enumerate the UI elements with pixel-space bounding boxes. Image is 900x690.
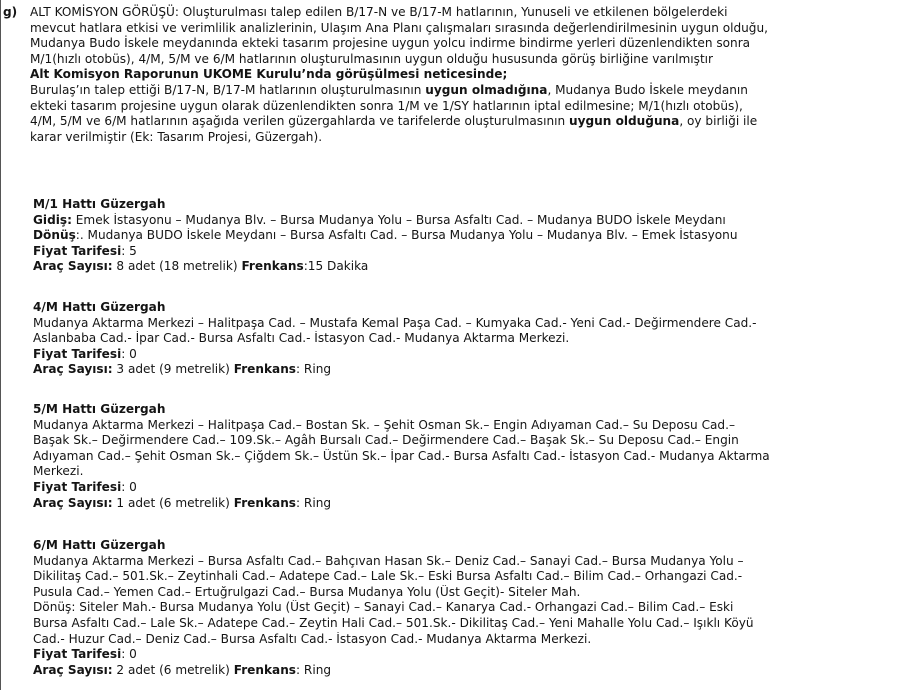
- freq-value: : Ring: [296, 662, 332, 677]
- route-vehicle: [33, 362, 900, 378]
- ukome-heading: [30, 67, 900, 83]
- page-left-edge: [0, 0, 1, 690]
- ukome-text: Burulaş’ın talep ettiği B/17-N, B/17-M hatlarının oluşturulmasının: [30, 82, 426, 97]
- freq-value: :15 Dakika: [303, 259, 369, 274]
- ukome-line: ekteki tasarım projesine uygun olarak düzenlendikten sonra 1/M ve 1/SY hatlarının iptal edilmesine; M/1(hızlı otobüs),: [30, 98, 743, 113]
- route-line: Mudanya Aktarma Merkezi – Halitpaşa Cad. – Mustafa Kemal Paşa Cad. – Kumyaka Cad.- Yeni Cad.- Değirmendere Cad.-: [33, 315, 757, 330]
- route-line: Cad.- Huzur Cad.– Deniz Cad.– Bursa Asfaltı Cad.- İstasyon Cad.- Mudanya Aktarma Merkezi.: [33, 631, 592, 646]
- ukome-line: karar verilmiştir (Ek: Tasarım Projesi, Güzergah).: [30, 129, 323, 144]
- freq-label: Frenkans: [233, 362, 297, 377]
- vehicle-value: 2 adet (6 metrelik): [112, 662, 234, 677]
- route-title: 5/M Hattı Güzergah: [33, 402, 166, 416]
- route-fare: [33, 244, 900, 260]
- alt-komisyon-line: Mudanya Budo İskele meydanında ekteki tasarım projesine uygun yolcu indirme bindirme yerleri düzenlendikten sonra: [30, 36, 751, 51]
- vehicle-label: Araç Sayısı:: [33, 259, 113, 274]
- donus-label: Dönüş: [33, 228, 76, 243]
- route-fare: [33, 480, 900, 496]
- fare-label: Fiyat Tarifesi: [33, 479, 122, 494]
- ukome-bold: uygun olduğuna: [568, 114, 680, 129]
- section-marker: g): [3, 5, 18, 19]
- route-line: Pusula Cad.– Yemen Cad.– Ertuğrulgazi Cad.– Bursa Mudanya Yolu (Üst Geçit)- Siteler Mah.: [33, 584, 581, 599]
- route-title: M/1 Hattı Güzergah: [33, 197, 166, 211]
- vehicle-value: 1 adet (6 metrelik): [112, 495, 234, 510]
- alt-komisyon-line: M/1(hızlı otobüs), 4/M, 5/M ve 6/M hatlarının oluşturulmasının uygun olduğu hususunda görüş birliğine varılmıştır: [30, 51, 714, 66]
- route-gidis: [33, 213, 900, 229]
- gidis-label: Gidiş:: [33, 212, 72, 227]
- freq-label: Frenkans: [233, 662, 297, 677]
- fare-label: Fiyat Tarifesi: [33, 243, 122, 258]
- vehicle-label: Araç Sayısı:: [33, 362, 113, 377]
- route-title: 4/M Hattı Güzergah: [33, 300, 166, 314]
- ukome-text: , oy birliği ile: [679, 114, 758, 129]
- fare-value: : 5: [121, 243, 137, 258]
- alt-komisyon-paragraph: [30, 5, 900, 145]
- route-m1: [33, 197, 900, 275]
- ukome-text: 4/M, 5/M ve 6/M hatlarının aşağıda verilen güzergahlarda ve tarifelerde oluşturulmasının: [30, 114, 569, 129]
- route-title: 6/M Hattı Güzergah: [33, 538, 166, 552]
- route-donus: [33, 228, 900, 244]
- route-line: Bursa Asfaltı Cad.– Lale Sk.– Adatepe Cad.– Zeytin Hali Cad.– 501.Sk.- Dikilitaş Cad.– Yeni Mahalle Yolu Cad.– Işıklı Köyü: [33, 615, 754, 630]
- fare-value: : 0: [121, 346, 137, 361]
- route-line: Dönüş: Siteler Mah.- Bursa Mudanya Yolu (Üst Geçit) – Sanayi Cad.– Kanarya Cad.- Orhangazi Cad.– Bilim Cad.– Eski: [33, 600, 734, 615]
- fare-label: Fiyat Tarifesi: [33, 346, 122, 361]
- route-line: Mudanya Aktarma Merkezi – Halitpaşa Cad.– Bostan Sk. – Şehit Osman Sk.– Engin Adıyaman Cad.– Su Deposu Cad.–: [33, 417, 735, 432]
- alt-komisyon-line: ALT KOMİSYON GÖRÜŞÜ: Oluşturulması talep edilen B/17-N ve B/17-M hatlarının, Yunuseli ve etkilenen bölgelerdeki: [30, 5, 728, 19]
- route-6m: [33, 538, 900, 678]
- route-line: Başak Sk.– Değirmendere Cad.– 109.Sk.– Agâh Bursalı Cad.– Değirmendere Cad.– Başak Sk.– Su Deposu Cad.– Engin: [33, 433, 739, 448]
- alt-komisyon-line: mevcut hatlara etkisi ve verimlilik analizlerinin, Ulaşım Ana Planı çalışmaları sırasında değerlendirilmesinin uygun olduğu,: [30, 20, 768, 35]
- route-line: Adıyaman Cad.– Şehit Osman Sk.– Çiğdem Sk.– Üstün Sk.– İpar Cad.- Bursa Asfaltı Cad.- İstasyon Cad.- Mudanya Aktarma: [33, 448, 770, 463]
- freq-value: : Ring: [296, 362, 332, 377]
- route-4m: [33, 300, 900, 378]
- fare-label: Fiyat Tarifesi: [33, 647, 122, 662]
- vehicle-label: Araç Sayısı:: [33, 495, 113, 510]
- ukome-bold: uygun olmadığına: [425, 82, 548, 97]
- gidis-text: Emek İstasyonu – Mudanya Blv. – Bursa Mudanya Yolu – Bursa Asfaltı Cad. – Mudanya BUDO İskele Meydanı: [71, 212, 726, 227]
- route-fare: [33, 347, 900, 363]
- ukome-line: [30, 83, 900, 99]
- route-line: Dikilitaş Cad.– 501.Sk.– Zeytinhali Cad.– Adatepe Cad.– Lale Sk.– Eski Bursa Asfaltı Cad.– Bilim Cad.– Orhangazi Cad.-: [33, 569, 743, 584]
- route-5m: [33, 402, 900, 511]
- route-fare: [33, 647, 900, 663]
- freq-label: Frenkans: [233, 495, 297, 510]
- vehicle-value: 3 adet (9 metrelik): [112, 362, 234, 377]
- route-line: Aslanbaba Cad.- İpar Cad.- Bursa Asfaltı Cad.- İstasyon Cad.- Mudanya Aktarma Merkezi.: [33, 331, 570, 346]
- freq-value: : Ring: [296, 495, 332, 510]
- section-g: [3, 5, 900, 145]
- fare-value: : 0: [121, 479, 137, 494]
- freq-label: Frenkans: [241, 259, 304, 274]
- ukome-line: [30, 114, 900, 130]
- fare-value: : 0: [121, 647, 137, 662]
- ukome-text: , Mudanya Budo İskele meydanın: [547, 82, 748, 97]
- donus-text: :. Mudanya BUDO İskele Meydanı – Bursa Asfaltı Cad. – Bursa Mudanya Yolu – Mudanya Blv. – Emek İstasyonu: [75, 228, 738, 243]
- route-line: Merkezi.: [33, 464, 84, 479]
- route-vehicle: [33, 259, 900, 275]
- route-vehicle: [33, 496, 900, 512]
- route-line: Mudanya Aktarma Merkezi – Bursa Asfaltı Cad.– Bahçıvan Hasan Sk.– Deniz Cad.– Sanayi Cad.– Bursa Mudanya Yolu –: [33, 553, 744, 568]
- vehicle-label: Araç Sayısı:: [33, 662, 113, 677]
- vehicle-value: 8 adet (18 metrelik): [112, 259, 242, 274]
- ukome-heading-text: Alt Komisyon Raporunun UKOME Kurulu’nda görüşülmesi neticesinde;: [30, 67, 508, 82]
- route-vehicle: [33, 663, 900, 679]
